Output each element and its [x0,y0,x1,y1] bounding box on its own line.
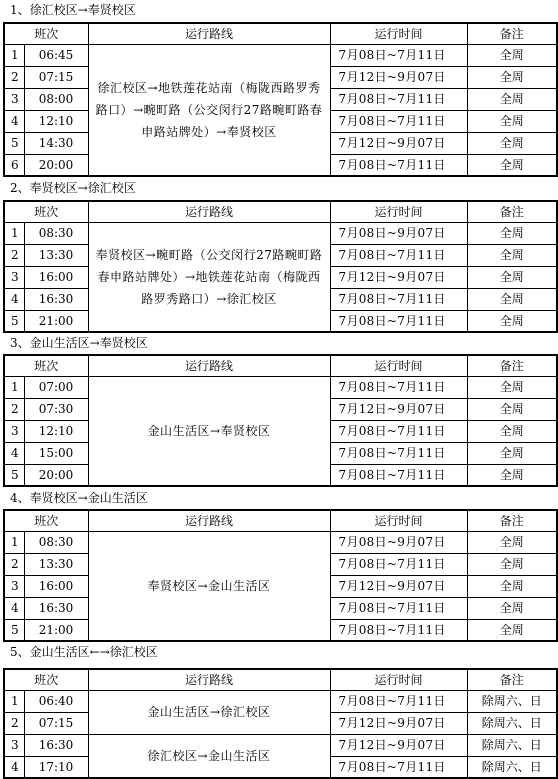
header-period: 运行时间 [330,201,467,222]
section-title: 3、金山生活区→奉贤校区 [10,336,148,350]
note-cell: 全周 [467,531,557,553]
departure-time: 21:00 [24,310,88,332]
shift-index: 4 [4,597,24,619]
operating-period: 7月08日~7月11日 [330,154,467,176]
shift-index: 2 [4,712,24,734]
header-period: 运行时间 [330,669,467,690]
note-cell: 全周 [467,88,557,110]
operating-period: 7月08日~9月07日 [330,222,467,244]
shift-index: 6 [4,154,24,176]
route-description: 奉贤校区→金山生活区 [88,531,330,641]
header-shift-no: 班次 [4,669,88,690]
header-route: 运行路线 [88,23,330,44]
schedule-table [3,22,558,177]
header-period: 运行时间 [330,510,467,531]
header-period: 运行时间 [330,23,467,44]
departure-time: 16:30 [24,288,88,310]
operating-period: 7月08日~7月11日 [330,597,467,619]
header-route: 运行路线 [88,669,330,690]
note-cell: 全周 [467,376,557,398]
operating-period: 7月12日~9月07日 [330,734,467,756]
schedule-table [3,200,558,333]
departure-time: 12:10 [24,420,88,442]
note-cell: 全周 [467,619,557,641]
header-shift-no: 班次 [4,201,88,222]
note-cell: 全周 [467,310,557,332]
table-row [4,690,557,712]
operating-period: 7月08日~7月11日 [330,442,467,464]
departure-time: 08:30 [24,222,88,244]
operating-period: 7月08日~7月11日 [330,619,467,641]
shift-index: 2 [4,66,24,88]
note-cell: 除周六、日 [467,712,557,734]
note-cell: 全周 [467,222,557,244]
header-route: 运行路线 [88,510,330,531]
shift-index: 2 [4,553,24,575]
shift-index: 4 [4,442,24,464]
note-cell: 全周 [467,66,557,88]
shift-index: 5 [4,310,24,332]
shift-index: 5 [4,132,24,154]
table-header-row [4,355,557,376]
shift-index: 3 [4,266,24,288]
operating-period: 7月12日~9月07日 [330,398,467,420]
departure-time: 07:30 [24,398,88,420]
shift-index: 4 [4,110,24,132]
schedule-table [3,509,558,642]
departure-time: 08:00 [24,88,88,110]
shift-index: 5 [4,464,24,486]
departure-time: 20:00 [24,464,88,486]
shift-index: 2 [4,398,24,420]
table-header-row [4,23,557,44]
departure-time: 16:00 [24,575,88,597]
header-note: 备注 [467,669,557,690]
operating-period: 7月08日~7月11日 [330,110,467,132]
departure-time: 15:00 [24,442,88,464]
section-title: 2、奉贤校区→徐汇校区 [10,181,136,195]
shift-index: 1 [4,376,24,398]
route-description: 徐汇校区→地铁莲花站南（梅陇西路罗秀路口）→畹町路（公交闵行27路畹町路春申路站牌处）→奉贤校区 [88,44,330,176]
note-cell: 全周 [467,442,557,464]
operating-period: 7月08日~7月11日 [330,44,467,66]
operating-period: 7月08日~7月11日 [330,690,467,712]
header-period: 运行时间 [330,355,467,376]
note-cell: 全周 [467,44,557,66]
shift-index: 1 [4,531,24,553]
departure-time: 13:30 [24,553,88,575]
departure-time: 07:00 [24,376,88,398]
route-description: 金山生活区→徐汇校区 [88,690,330,734]
shift-index: 3 [4,88,24,110]
table-row [4,222,557,244]
operating-period: 7月12日~9月07日 [330,266,467,288]
departure-time: 07:15 [24,66,88,88]
departure-time: 12:10 [24,110,88,132]
note-cell: 全周 [467,553,557,575]
operating-period: 7月08日~7月11日 [330,88,467,110]
departure-time: 20:00 [24,154,88,176]
note-cell: 除周六、日 [467,756,557,778]
shift-index: 2 [4,244,24,266]
table-header-row [4,510,557,531]
note-cell: 除周六、日 [467,690,557,712]
note-cell: 全周 [467,288,557,310]
operating-period: 7月12日~9月07日 [330,575,467,597]
operating-period: 7月08日~7月11日 [330,756,467,778]
note-cell: 全周 [467,464,557,486]
table-header-row [4,669,557,690]
section-title: 1、徐汇校区→奉贤校区 [10,3,136,17]
route-description: 徐汇校区→金山生活区 [88,734,330,778]
shift-index: 3 [4,420,24,442]
header-note: 备注 [467,355,557,376]
operating-period: 7月08日~7月11日 [330,244,467,266]
departure-time: 17:10 [24,756,88,778]
operating-period: 7月12日~9月07日 [330,132,467,154]
note-cell: 全周 [467,398,557,420]
header-route: 运行路线 [88,201,330,222]
note-cell: 全周 [467,266,557,288]
note-cell: 全周 [467,575,557,597]
table-row [4,376,557,398]
note-cell: 全周 [467,420,557,442]
operating-period: 7月08日~7月11日 [330,288,467,310]
note-cell: 全周 [467,154,557,176]
departure-time: 21:00 [24,619,88,641]
shift-index: 1 [4,44,24,66]
departure-time: 07:15 [24,712,88,734]
schedule-table [3,354,558,487]
table-row [4,531,557,553]
departure-time: 16:00 [24,266,88,288]
departure-time: 16:30 [24,734,88,756]
note-cell: 全周 [467,110,557,132]
note-cell: 除周六、日 [467,734,557,756]
departure-time: 06:40 [24,690,88,712]
operating-period: 7月12日~9月07日 [330,66,467,88]
header-note: 备注 [467,201,557,222]
shift-index: 3 [4,734,24,756]
operating-period: 7月08日~7月11日 [330,464,467,486]
operating-period: 7月08日~7月11日 [330,376,467,398]
note-cell: 全周 [467,597,557,619]
departure-time: 08:30 [24,531,88,553]
header-note: 备注 [467,23,557,44]
header-route: 运行路线 [88,355,330,376]
shift-index: 1 [4,222,24,244]
note-cell: 全周 [467,244,557,266]
shift-index: 4 [4,288,24,310]
departure-time: 16:30 [24,597,88,619]
header-shift-no: 班次 [4,355,88,376]
section-title: 4、奉贤校区→金山生活区 [10,491,148,505]
section-title: 5、金山生活区←→徐汇校区 [10,645,158,659]
table-header-row [4,201,557,222]
header-shift-no: 班次 [4,510,88,531]
route-description: 奉贤校区→畹町路（公交闵行27路畹町路春申路站牌处）→地铁莲花站南（梅陇西路罗秀路口）→徐汇校区 [88,222,330,332]
table-row [4,44,557,66]
operating-period: 7月08日~7月11日 [330,310,467,332]
shift-index: 5 [4,619,24,641]
shift-index: 1 [4,690,24,712]
header-shift-no: 班次 [4,23,88,44]
schedule-table [3,668,558,779]
operating-period: 7月08日~7月11日 [330,553,467,575]
operating-period: 7月08日~9月07日 [330,531,467,553]
table-row [4,734,557,756]
shift-index: 4 [4,756,24,778]
note-cell: 全周 [467,132,557,154]
operating-period: 7月12日~9月07日 [330,712,467,734]
route-description: 金山生活区→奉贤校区 [88,376,330,486]
departure-time: 06:45 [24,44,88,66]
departure-time: 13:30 [24,244,88,266]
operating-period: 7月08日~7月11日 [330,420,467,442]
header-note: 备注 [467,510,557,531]
shift-index: 3 [4,575,24,597]
departure-time: 14:30 [24,132,88,154]
